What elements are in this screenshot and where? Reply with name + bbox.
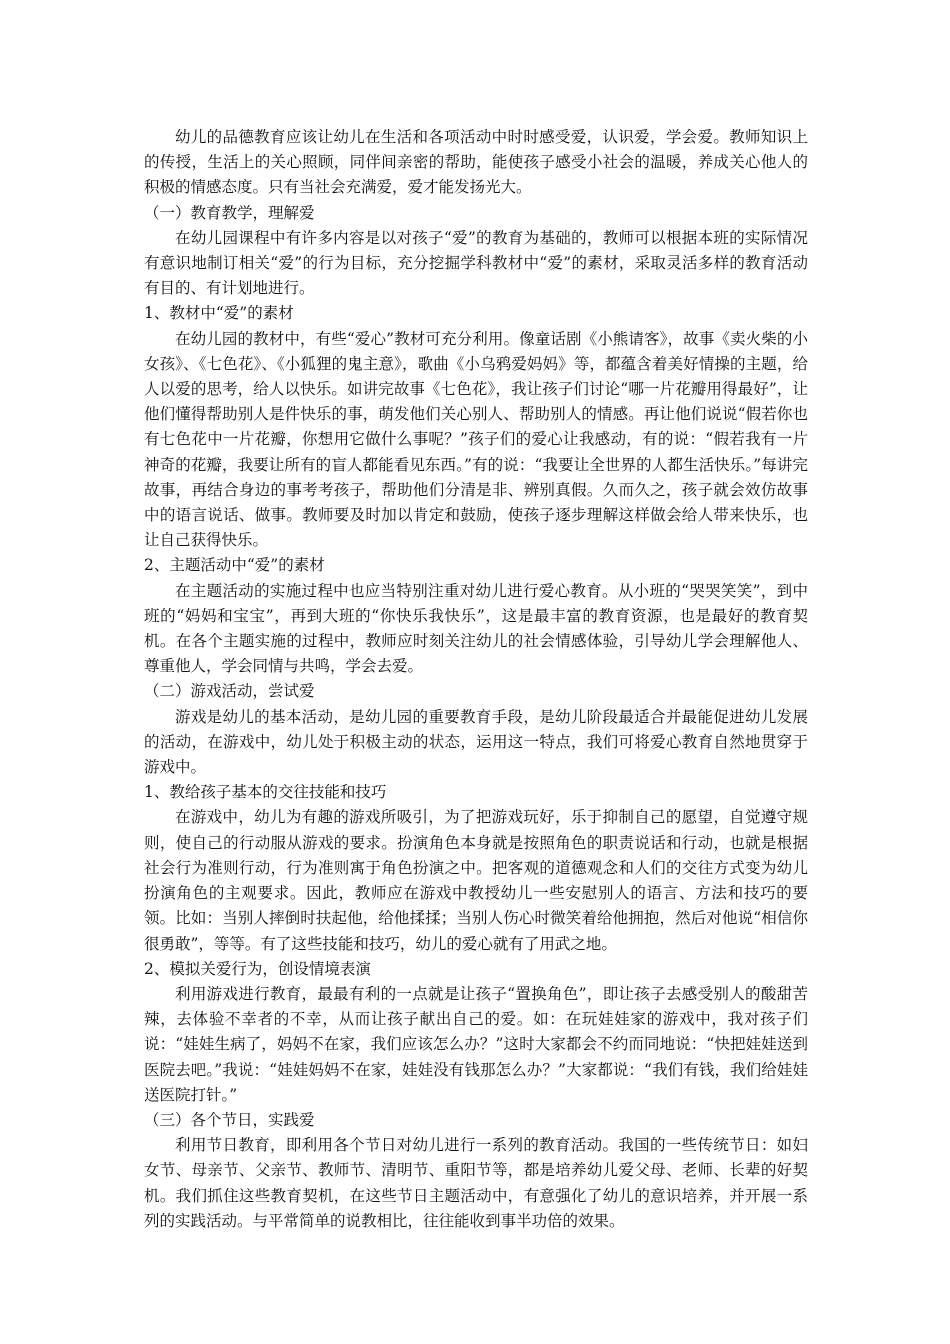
subheading-2-2: 2、模拟关爱行为，创设情境表演: [144, 959, 371, 978]
subsection-1-2-paragraph: 在主题活动的实施过程中也应当特别注重对幼儿进行爱心教育。从小班的“哭哭笑笑”，到中班的“妈妈和宝宝”，再到大班的“你快乐我快乐”，这是最丰富的教育资源，也是最好的教育契机。在各个主题实施的过程中，教师应时刻关注幼儿的社会情感体验，引导幼儿学会理解他人、尊重他人，学会同情与共鸣，学会去爱。: [144, 581, 808, 676]
section-3-paragraph: 利用节日教育，即利用各个节日对幼儿进行一系列的教育活动。我国的一些传统节日：如妇女节、母亲节、父亲节、教师节、清明节、重阳节等，都是培养幼儿爱父母、老师、长辈的好契机。我们抓住这些教育契机，在这些节日主题活动中，有意强化了幼儿的意识培养，并开展一系列的实践活动。与平常简单的说教相比，往往能收到事半功倍的效果。: [144, 1136, 808, 1230]
intro-paragraph: 幼儿的品德教育应该让幼儿在生活和各项活动中时时感受爱，认识爱，学会爱。教师知识上的传授，生活上的关心照顾，同伴间亲密的帮助，能使孩子感受小社会的温暖，养成关心他人的积极的情感态度。只有当社会充满爱，爱才能发扬光大。: [144, 128, 808, 197]
section-1-paragraph: 在幼儿园课程中有许多内容是以对孩子“爱”的教育为基础的，教师可以根据本班的实际情况有意识地制订相关“爱”的行为目标，充分挖掘学科教材中“爱”的素材，采取灵活多样的教育活动有目的、有计划地进行。: [144, 228, 808, 298]
subheading-2-1: 1、教给孩子基本的交往技能和技巧: [144, 783, 387, 802]
subsection-2-1-paragraph: 在游戏中，幼儿为有趣的游戏所吸引，为了把游戏玩好，乐于抑制自己的愿望，自觉遵守规则，使自己的行动服从游戏的要求。扮演角色本身就是按照角色的职责说话和行动，也就是根据社会行为准则行动，行为准则寓于角色扮演之中。把客观的道德观念和人们的交往方式变为幼儿扮演角色的主观要求。因此，教师应在游戏中教授幼儿一些安慰别人的语言、方法和技巧的要领。比如：当别人摔倒时扶起他，给他揉揉；当别人伤心时微笑着给他拥抱，然后对他说“相信你很勇敢”，等等。有了这些技能和技巧，幼儿的爱心就有了用武之地。: [144, 808, 808, 953]
subheading-1-1: 1、教材中“爱”的素材: [144, 304, 294, 323]
section-heading-3: （三）各个节日，实践爱: [144, 1110, 315, 1129]
subsection-1-1-paragraph: 在幼儿园的教材中，有些“爱心”教材可充分利用。像童话剧《小熊请客》，故事《卖火柴的小女孩》、《七色花》、《小狐狸的鬼主意》，歌曲《小乌鸦爱妈妈》等，都蕴含着美好情操的主题，给人以爱的思考，给人以快乐。如讲完故事《七色花》，我让孩子们讨论“哪一片花瓣用得最好”，让他们懂得帮助别人是件快乐的事，萌发他们关心别人、帮助别人的情感。再让他们说说“假若你也有七色花中一片花瓣，你想用它做什么事呢？”孩子们的爱心让我感动，有的说：“假若我有一片神奇的花瓣，我要让所有的盲人都能看见东西。”有的说：“我要让全世界的人都生活快乐。”每讲完故事，再结合身边的事考考孩子，帮助他们分清是非、辨别真假。久而久之，孩子就会效仿故事中的语言说话、做事。教师要及时加以肯定和鼓励，使孩子逐步理解这样做会给人带来快乐，也让自己获得快乐。: [144, 329, 808, 550]
section-heading-1: （一）教育教学，理解爱: [144, 203, 315, 222]
subheading-1-2: 2、主题活动中“爱”的素材: [144, 556, 325, 575]
document-body: [144, 125, 808, 1234]
section-2-paragraph: 游戏是幼儿的基本活动，是幼儿园的重要教育手段，是幼儿阶段最适合并最能促进幼儿发展的活动，在游戏中，幼儿处于积极主动的状态，运用这一特点，我们可将爱心教育自然地贯穿于游戏中。: [144, 707, 808, 777]
subsection-2-2-paragraph: 利用游戏进行教育，最最有利的一点就是让孩子“置换角色”，即让孩子去感受别人的酸甜苦辣，去体验不幸者的不幸，从而让孩子献出自己的爱。如：在玩娃娃家的游戏中，我对孩子们说：“娃娃生病了，妈妈不在家，我们应该怎么办？”这时大家都会不约而同地说：“快把娃娃送到医院去吧。”我说：“娃娃妈妈不在家，娃娃没有钱那怎么办？”大家都说：“我们有钱，我们给娃娃送医院打针。”: [144, 984, 808, 1104]
section-heading-2: （二）游戏活动，尝试爱: [144, 682, 315, 701]
